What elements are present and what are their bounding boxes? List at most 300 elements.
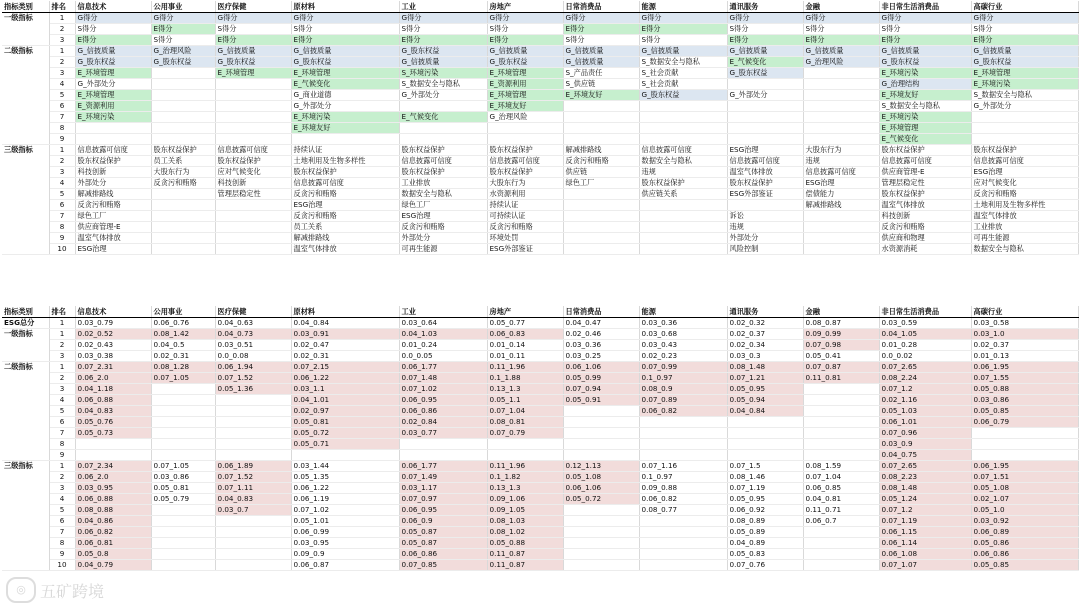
data-cell: 0.07_1.05 (151, 373, 215, 384)
data-cell: 0.02_0.31 (151, 351, 215, 362)
data-cell: G_信披质量 (399, 57, 487, 68)
rank-cell: 2 (49, 156, 75, 167)
data-cell: 0.03_0.58 (971, 318, 1078, 329)
watermark-text: 五矿跨境 (40, 581, 105, 601)
data-cell (803, 439, 879, 450)
data-cell: E得分 (151, 24, 215, 35)
data-cell: 0.05_0.88 (971, 384, 1078, 395)
data-cell: S_供应链 (563, 79, 639, 90)
data-cell: S_产品责任 (563, 68, 639, 79)
data-cell: G_商业道德 (291, 90, 399, 101)
data-cell: 0.07_2.15 (291, 362, 399, 373)
data-cell (971, 134, 1078, 145)
data-cell: 0.03_0.77 (399, 428, 487, 439)
data-cell: 0.04_1.01 (291, 395, 399, 406)
data-cell: 0.03_0.59 (879, 318, 971, 329)
data-cell: 0.01_0.28 (879, 340, 971, 351)
table-row (2, 494, 1078, 505)
data-cell: 0.06_2.0 (75, 472, 151, 483)
data-cell: 0.08_0.88 (75, 505, 151, 516)
data-cell (803, 244, 879, 255)
data-cell: G_股东权益 (215, 57, 291, 68)
data-cell (151, 417, 215, 428)
data-cell (151, 450, 215, 461)
data-cell (727, 417, 803, 428)
data-cell (151, 123, 215, 134)
data-cell: 0.07_1.19 (727, 483, 803, 494)
table-row (2, 549, 1078, 560)
data-cell (151, 134, 215, 145)
data-cell: 0.06_1.77 (399, 362, 487, 373)
rank-cell: 3 (49, 483, 75, 494)
data-cell (563, 538, 639, 549)
data-cell: 0.05_1.08 (563, 472, 639, 483)
data-cell: 0.05_0.88 (487, 538, 563, 549)
rank-cell: 1 (49, 145, 75, 156)
data-cell: 0.05_0.83 (727, 549, 803, 560)
data-cell: 0.11_0.87 (487, 549, 563, 560)
data-cell (803, 406, 879, 417)
data-cell: 0.06_0.86 (399, 406, 487, 417)
data-cell (803, 395, 879, 406)
data-cell (639, 538, 727, 549)
header-row (2, 1, 1078, 13)
column-header: 排名 (49, 1, 75, 13)
column-header: 高碳行业 (971, 306, 1078, 318)
data-cell: 0.08_1.02 (487, 527, 563, 538)
rank-cell: 4 (49, 494, 75, 505)
rank-cell: 9 (49, 549, 75, 560)
group-label: 三级指标 (2, 461, 49, 571)
table-row (2, 68, 1078, 79)
data-cell: 0.06_0.95 (399, 395, 487, 406)
data-cell: 信息披露可信度 (215, 145, 291, 156)
data-cell: 0.11_1.96 (487, 461, 563, 472)
data-cell: 0.07_1.04 (487, 406, 563, 417)
data-cell: 股东权益保护 (971, 145, 1078, 156)
data-cell: S_环境污染 (399, 68, 487, 79)
data-cell: 0.02_1.16 (879, 395, 971, 406)
table-row (2, 329, 1078, 340)
data-cell: 违规 (727, 222, 803, 233)
rank-cell: 6 (49, 200, 75, 211)
data-cell: G_治理风险 (151, 46, 215, 57)
table-row (2, 167, 1078, 178)
data-cell: 0.07_1.2 (879, 384, 971, 395)
column-header: 非日常生活消费品 (879, 1, 971, 13)
data-cell: 信息披露可信度 (487, 156, 563, 167)
data-cell: 0.06_1.94 (215, 362, 291, 373)
data-cell: 持续认证 (487, 200, 563, 211)
data-cell (727, 428, 803, 439)
data-cell: E_环境管理 (215, 68, 291, 79)
data-cell: 股东权益保护 (291, 167, 399, 178)
data-cell: 员工关系 (291, 222, 399, 233)
table-row (2, 178, 1078, 189)
data-cell: 温室气体排放 (879, 200, 971, 211)
rank-cell: 7 (49, 112, 75, 123)
data-cell: 0.03_1.17 (399, 483, 487, 494)
data-cell: S得分 (215, 24, 291, 35)
rank-cell: 1 (49, 13, 75, 24)
data-cell (563, 233, 639, 244)
table-row (2, 35, 1078, 46)
data-cell: 土地利用及生物多样性 (971, 200, 1078, 211)
data-cell: 0.05_0.89 (727, 527, 803, 538)
data-cell: 0.07_1.52 (215, 373, 291, 384)
rank-cell: 1 (49, 362, 75, 373)
data-cell: 0.02_0.32 (727, 318, 803, 329)
data-cell: 温室气体排放 (971, 211, 1078, 222)
column-header: 工业 (399, 306, 487, 318)
data-cell: 0.05_0.79 (151, 494, 215, 505)
data-cell (803, 211, 879, 222)
data-cell: E_气候变化 (291, 79, 399, 90)
data-cell: 0.07_1.04 (803, 472, 879, 483)
data-cell: 0.05_0.87 (399, 527, 487, 538)
data-cell: 0.06_1.95 (971, 461, 1078, 472)
data-cell (563, 211, 639, 222)
data-cell: G_外部处分 (727, 90, 803, 101)
column-header: 原材料 (291, 306, 399, 318)
data-cell: G得分 (215, 13, 291, 24)
data-cell: 0.03_0.38 (75, 351, 151, 362)
data-cell: 0.05_1.0 (971, 505, 1078, 516)
data-cell (727, 200, 803, 211)
data-cell: G_信披质量 (75, 46, 151, 57)
data-cell: 0.03_0.36 (639, 318, 727, 329)
data-cell: E得分 (75, 35, 151, 46)
data-cell: 0.05_0.81 (291, 417, 399, 428)
data-cell: G_外部处分 (971, 101, 1078, 112)
data-cell: 0.08_1.48 (879, 483, 971, 494)
data-cell: 0.03_0.25 (563, 351, 639, 362)
data-cell: 0.1_0.97 (639, 373, 727, 384)
column-header: 公用事业 (151, 1, 215, 13)
data-cell: 供应商管理-E (75, 222, 151, 233)
data-cell (639, 101, 727, 112)
data-cell: 0.01_0.11 (487, 351, 563, 362)
data-cell (563, 428, 639, 439)
data-cell: 0.05_0.77 (487, 318, 563, 329)
data-cell: 管理层稳定性 (215, 189, 291, 200)
data-cell: 0.1_0.97 (639, 472, 727, 483)
data-cell: 供应链 (563, 167, 639, 178)
data-cell: 0.06_1.01 (879, 417, 971, 428)
data-cell: E_资源利用 (487, 79, 563, 90)
data-cell: 信息披露可信度 (879, 156, 971, 167)
data-cell (803, 384, 879, 395)
data-cell: 数据安全与隐私 (639, 156, 727, 167)
table-row (2, 428, 1078, 439)
data-cell (151, 428, 215, 439)
data-cell: 可再生能源 (971, 233, 1078, 244)
column-header: 金融 (803, 306, 879, 318)
data-cell: 0.05_0.85 (971, 560, 1078, 571)
data-cell: 0.06_0.88 (75, 494, 151, 505)
data-cell: 0.06_0.86 (399, 549, 487, 560)
data-cell: 0.06_1.15 (879, 527, 971, 538)
rank-cell: 5 (49, 406, 75, 417)
data-cell: 0.04_0.75 (879, 450, 971, 461)
data-cell (971, 439, 1078, 450)
data-cell: E_环境管理 (75, 68, 151, 79)
data-cell: 0.11_0.87 (487, 560, 563, 571)
data-cell: 反贪污和贿赂 (75, 200, 151, 211)
data-cell: 反贪污和贿赂 (399, 222, 487, 233)
data-cell (639, 123, 727, 134)
table-row (2, 472, 1078, 483)
table-row (2, 538, 1078, 549)
data-cell (639, 134, 727, 145)
data-cell (563, 560, 639, 571)
data-cell: E_环境管理 (971, 68, 1078, 79)
data-cell: 偿债能力 (803, 189, 879, 200)
data-cell: 大股东行为 (151, 167, 215, 178)
data-cell: ESG治理 (75, 244, 151, 255)
data-cell: E得分 (727, 35, 803, 46)
data-cell: 0.07_1.52 (215, 472, 291, 483)
data-cell (151, 222, 215, 233)
data-cell: 0.06_0.92 (727, 505, 803, 516)
data-cell: 0.06_1.22 (291, 483, 399, 494)
data-cell: 0.05_1.36 (215, 384, 291, 395)
data-cell: 0.03_0.95 (75, 483, 151, 494)
data-cell: 0.06_0.9 (399, 516, 487, 527)
column-header: 排名 (49, 306, 75, 318)
data-cell: G得分 (879, 13, 971, 24)
data-cell: G_股东权益 (879, 57, 971, 68)
data-cell (215, 123, 291, 134)
data-cell (215, 244, 291, 255)
data-cell: 0.04_0.84 (291, 318, 399, 329)
data-cell (563, 450, 639, 461)
data-cell: 0.02_0.37 (727, 329, 803, 340)
data-cell: 解减排路线 (291, 233, 399, 244)
data-cell (291, 134, 399, 145)
data-cell: 0.04_0.63 (215, 318, 291, 329)
data-cell: 0.03_0.86 (971, 395, 1078, 406)
data-cell (215, 538, 291, 549)
data-cell: 0.03_0.68 (639, 329, 727, 340)
column-header: 信息技术 (75, 1, 151, 13)
data-cell: 0.06_1.14 (879, 538, 971, 549)
data-cell: 0.07_2.31 (75, 362, 151, 373)
data-cell (215, 406, 291, 417)
data-cell: 0.07_0.96 (879, 428, 971, 439)
data-cell: 0.08_1.48 (727, 362, 803, 373)
rank-cell: 5 (49, 189, 75, 200)
data-cell (803, 560, 879, 571)
data-cell: 反贪污和贿赂 (487, 222, 563, 233)
table-row (2, 24, 1078, 35)
data-cell: 供应商管理-E (879, 167, 971, 178)
column-header: 房地产 (487, 306, 563, 318)
data-cell: 0.08_1.28 (151, 362, 215, 373)
data-cell (563, 101, 639, 112)
rank-cell: 6 (49, 101, 75, 112)
data-cell: G_股东权益 (291, 57, 399, 68)
rank-cell: 8 (49, 439, 75, 450)
rank-cell: 9 (49, 233, 75, 244)
data-cell (151, 538, 215, 549)
data-cell: 0.05_1.01 (291, 516, 399, 527)
column-header: 日常消费品 (563, 1, 639, 13)
data-cell: 0.06_1.22 (291, 373, 399, 384)
data-cell: 0.07_1.5 (727, 461, 803, 472)
data-cell: 0.04_1.18 (75, 384, 151, 395)
data-cell: 0.06_0.95 (399, 505, 487, 516)
data-cell: 0.03_0.91 (291, 329, 399, 340)
data-cell: 股东权益保护 (487, 167, 563, 178)
data-cell (639, 439, 727, 450)
data-cell: 风险控制 (727, 244, 803, 255)
table-row (2, 46, 1078, 57)
rank-cell: 6 (49, 516, 75, 527)
data-cell: 0.02_0.23 (639, 351, 727, 362)
data-cell: E得分 (639, 24, 727, 35)
column-header: 原材料 (291, 1, 399, 13)
table-row (2, 505, 1078, 516)
data-cell: G得分 (399, 13, 487, 24)
data-cell (151, 189, 215, 200)
data-cell: 0.11_1.96 (487, 362, 563, 373)
data-cell: 违规 (639, 167, 727, 178)
data-cell (75, 134, 151, 145)
data-cell: 0.03_0.95 (291, 538, 399, 549)
rank-cell: 1 (49, 46, 75, 57)
data-cell: 0.08_0.89 (727, 516, 803, 527)
data-cell: 工业排放 (399, 178, 487, 189)
rank-cell: 10 (49, 560, 75, 571)
table-row (2, 189, 1078, 200)
table-row (2, 318, 1078, 329)
data-cell (215, 101, 291, 112)
data-cell: 0.05_0.72 (291, 428, 399, 439)
data-cell: G_信披质量 (971, 46, 1078, 57)
table-row (2, 340, 1078, 351)
data-cell: S得分 (639, 35, 727, 46)
data-cell (803, 233, 879, 244)
data-cell (803, 549, 879, 560)
data-cell: S_数据安全与隐私 (639, 57, 727, 68)
data-cell (803, 538, 879, 549)
data-cell: 0.06_0.99 (291, 527, 399, 538)
data-cell: E得分 (803, 35, 879, 46)
data-cell: E_资源利用 (75, 101, 151, 112)
data-cell (803, 112, 879, 123)
data-cell (215, 527, 291, 538)
data-cell: 0.09_0.9 (291, 549, 399, 560)
data-cell: 0.05_0.76 (75, 417, 151, 428)
data-cell (75, 123, 151, 134)
data-cell: 0.07_1.49 (399, 472, 487, 483)
data-cell: S得分 (971, 24, 1078, 35)
data-cell: 0.05_0.95 (727, 384, 803, 395)
data-cell (151, 439, 215, 450)
table-row (2, 79, 1078, 90)
data-cell: 0.08_1.42 (151, 329, 215, 340)
rank-cell: 9 (49, 134, 75, 145)
rank-cell: 4 (49, 178, 75, 189)
data-cell: E得分 (399, 35, 487, 46)
data-cell (399, 134, 487, 145)
rank-cell: 3 (49, 35, 75, 46)
group-label: 二级指标 (2, 46, 49, 145)
data-cell: 0.03_0.92 (971, 516, 1078, 527)
data-cell: 0.02_0.47 (291, 340, 399, 351)
data-cell (563, 123, 639, 134)
data-cell: 员工关系 (151, 156, 215, 167)
data-cell: G得分 (727, 13, 803, 24)
data-cell: 0.07_1.11 (215, 483, 291, 494)
table-row (2, 560, 1078, 571)
data-cell: 股东权益保护 (487, 145, 563, 156)
rank-cell: 8 (49, 538, 75, 549)
data-cell: G得分 (639, 13, 727, 24)
data-cell: 0.05_0.91 (563, 395, 639, 406)
data-cell: 反贪污和贿赂 (971, 189, 1078, 200)
data-cell: 0.03_0.43 (639, 340, 727, 351)
data-cell: 诉讼 (727, 211, 803, 222)
data-cell (487, 450, 563, 461)
data-cell: S得分 (151, 35, 215, 46)
data-cell: G得分 (563, 13, 639, 24)
data-cell (563, 417, 639, 428)
data-cell: 0.02_0.37 (971, 340, 1078, 351)
column-header: 能源 (639, 306, 727, 318)
data-cell (215, 79, 291, 90)
data-cell (563, 189, 639, 200)
data-cell: 0.07_1.07 (879, 560, 971, 571)
data-cell: G_信披质量 (727, 46, 803, 57)
data-cell: 0.05_0.8 (75, 549, 151, 560)
data-cell (151, 79, 215, 90)
table-row (2, 200, 1078, 211)
data-cell (399, 439, 487, 450)
data-cell (151, 560, 215, 571)
data-cell: 0.02_0.31 (291, 351, 399, 362)
data-cell: 0.07_1.05 (151, 461, 215, 472)
data-cell: 0.03_0.36 (563, 340, 639, 351)
data-cell (151, 101, 215, 112)
data-cell: 信息披露可信度 (399, 156, 487, 167)
data-cell (151, 395, 215, 406)
data-cell: E得分 (971, 35, 1078, 46)
data-cell: 环境处罚 (487, 233, 563, 244)
data-cell: 0.03_0.86 (151, 472, 215, 483)
data-cell: G_治理风险 (487, 112, 563, 123)
data-cell (215, 134, 291, 145)
data-cell (151, 68, 215, 79)
data-cell: G_信披质量 (803, 46, 879, 57)
data-cell: 0.07_0.89 (639, 395, 727, 406)
data-cell: 解减排路线 (75, 189, 151, 200)
data-cell (971, 450, 1078, 461)
data-cell: S得分 (291, 24, 399, 35)
data-cell: 可再生能源 (399, 244, 487, 255)
data-cell: 0.05_1.24 (879, 494, 971, 505)
data-cell: 水资源利用 (487, 189, 563, 200)
table-row (2, 57, 1078, 68)
data-cell: 0.02_0.46 (563, 329, 639, 340)
data-cell (639, 211, 727, 222)
data-cell: G得分 (803, 13, 879, 24)
rank-cell: 2 (49, 472, 75, 483)
table-row (2, 244, 1078, 255)
data-cell: ESG外部鉴证 (727, 189, 803, 200)
data-cell: 工业排放 (971, 222, 1078, 233)
